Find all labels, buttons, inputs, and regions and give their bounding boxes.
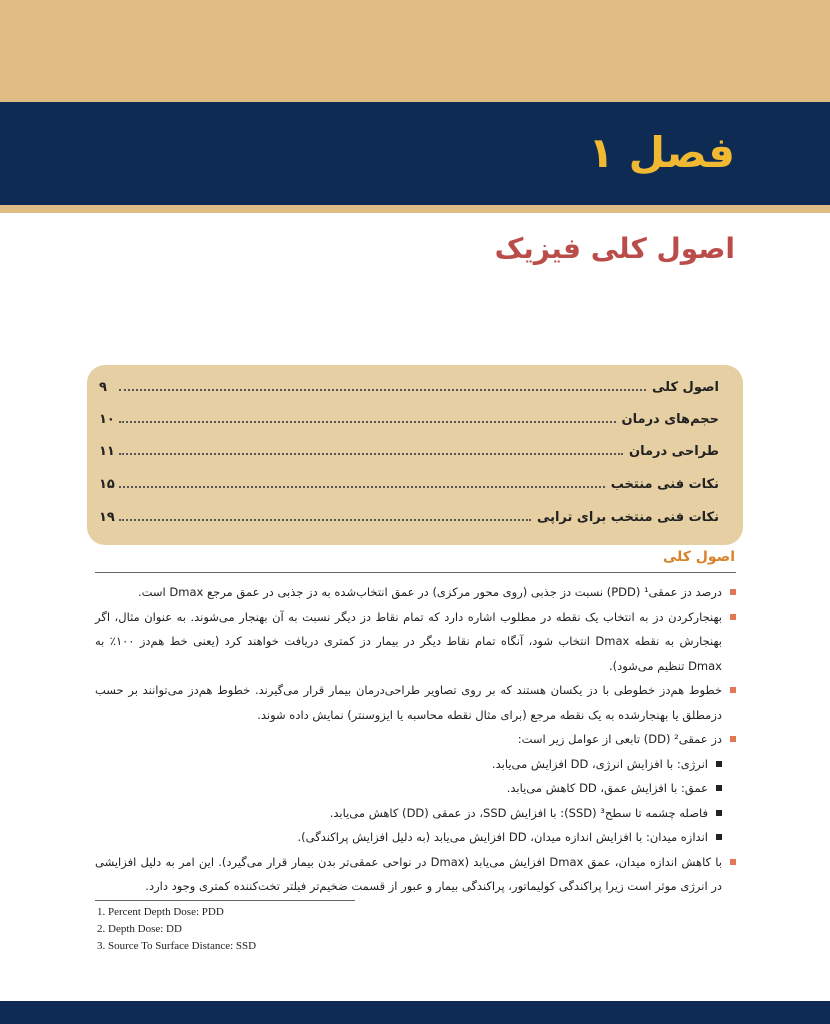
chapter-title: فصل ۱ [588,128,735,177]
toc-item [99,407,719,431]
toc-leader [119,486,605,488]
section-rule [95,572,736,573]
header-top-band [0,0,830,102]
toc-item-page: ۱۰ [99,411,115,427]
footer-band [0,1001,830,1024]
toc-item-label: طراحی درمان [628,443,719,459]
body-paragraph: با کاهش اندازه میدان، عمق Dmax افزایش می‌یابد (Dmax در نواحی عمقی‌تر بدن بیمار قرار می‌گیرد). این امر به دلیل افزایشی در انرژی موثر است زیرا پراکندگی کولیماتور، پراکندگی بیمار و عبور از قسمت ضخیم‌تر فیلتر تخت‌کننده کمتری وجود دارد. [95,850,736,899]
footnote: 3. Source To Surface Distance: SSD [97,940,257,952]
sub-list-item: اندازه میدان: با افزایش اندازه میدان، DD افزایش می‌یابد (به دلیل افزایش پراکندگی). [95,825,722,850]
toc-item-label: حجم‌های درمان [621,411,719,427]
toc-item-page: ۱۹ [99,509,115,525]
body-paragraph: دز عمقی² (DD) تابعی از عوامل زیر است: [95,727,736,752]
toc-leader [119,389,646,391]
toc-item-page: ۱۵ [99,476,115,492]
chapter-subtitle: اصول کلی فیزیک [494,232,735,265]
sub-list-item: انرژی: با افزایش انرژی، DD افزایش می‌یابد. [95,752,722,777]
toc-item [99,505,719,529]
toc-item-label: نکات فنی‌ منتخب برای تراپی [536,509,719,525]
banner-accent-strip [0,205,830,213]
toc-item [99,375,719,399]
toc-item [99,472,719,496]
sub-list-item: عمق: با افزایش عمق، DD کاهش می‌یابد. [95,776,722,801]
toc-leader [119,453,623,455]
footnote: 2. Depth Dose: DD [97,923,182,935]
footnotes [97,904,497,955]
toc-item [99,439,719,463]
footnote: 1. Percent Depth Dose: PDD [97,906,224,918]
body-paragraph: درصد دز عمقی¹ (PDD) نسبت دز جذبی (روی محور مرکزی) در عمق انتخاب‌شده به دز جذبی در عمق مرجع Dmax است. [95,580,736,605]
toc-item-label: اصول کلی [652,379,719,395]
sub-list-item: فاصله چشمه تا سطح³ (SSD): با افزایش SSD، دز عمقی (DD) کاهش می‌یابد. [95,801,722,826]
toc-item-label: نکات فنی‌ منتخب [610,476,719,492]
toc-leader [119,421,616,423]
body-paragraph: بهنجارکردن دز به انتخاب یک نقطه در مطلوب اشاره دارد که تمام نقاط دز دیگر نسبت به آن بهنجار می‌شوند. به عنوان مثال، اگر بهنجارش به نقطه Dmax انتخاب شود، آنگاه تمام نقاط دیگر در بیمار دز کمتری دریافت خواهند کرد (یعنی خط هم‌دز ۱۰۰٪ به Dmax تنظیم می‌شود). [95,605,736,679]
toc-item-page: ۱۱ [99,443,115,459]
toc-item-page: ۹ [99,379,107,395]
toc-leader [119,519,531,521]
table-of-contents [87,365,743,545]
body-paragraph: خطوط هم‌دز خطوطی با دز یکسان هستند که بر روی تصاویر طراحی‌درمان بیمار قرار می‌گیرند. خطوط هم‌دز می‌توانند بر حسب دزمطلق یا بهنجارشده به یک نقطه مرجع (برای مثال نقطه محاسبه یا ایزوسنتر) نمایش داده شوند. [95,678,736,727]
section-body [95,580,736,899]
footnote-rule [95,900,355,901]
section-heading: اصول کلی [662,549,735,565]
